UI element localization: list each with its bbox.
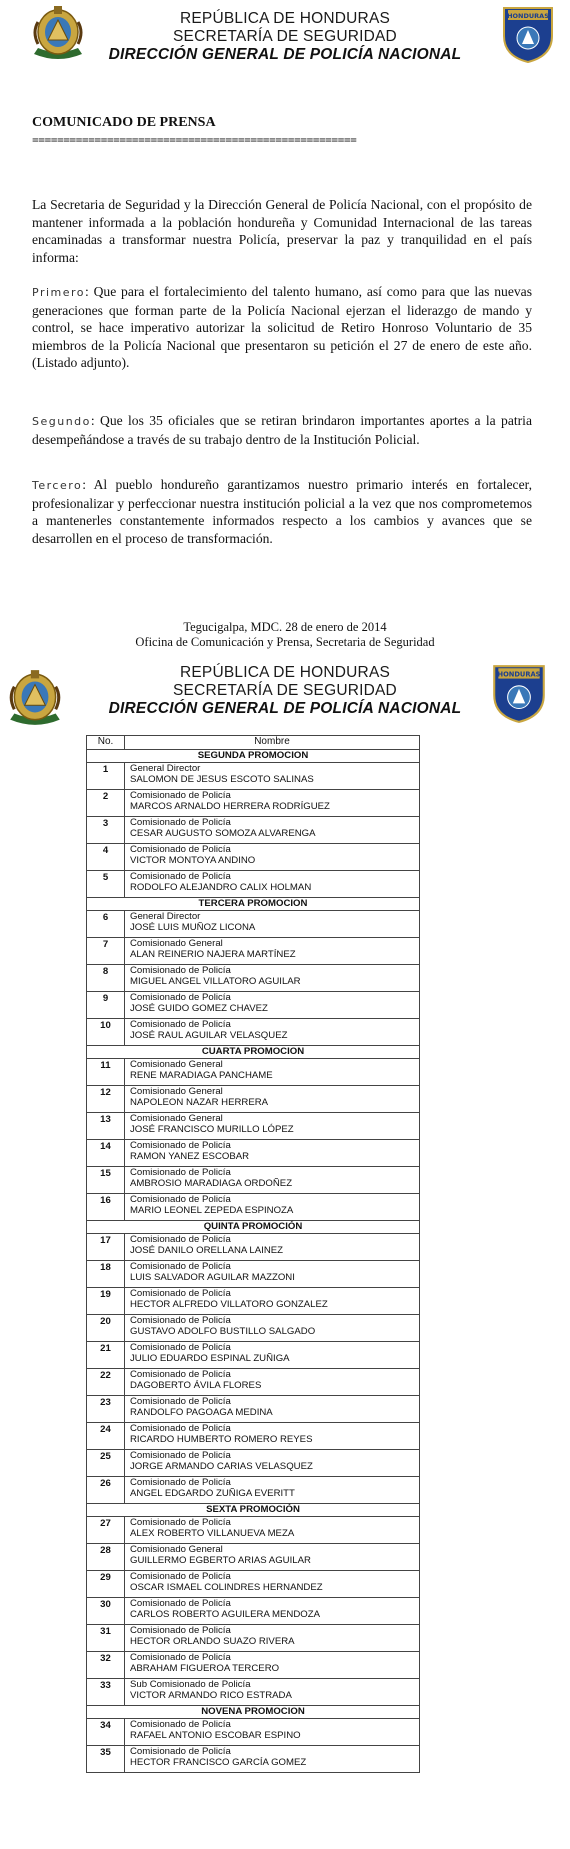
table-row: [87, 1261, 420, 1288]
officer-cell: [125, 938, 420, 965]
officer-cell: [125, 1288, 420, 1315]
officer-rank: Comisionado de Policía: [130, 965, 231, 976]
table-row: [87, 1369, 420, 1396]
officer-rank: Comisionado de Policía: [130, 1342, 231, 1353]
officer-rank: General Director: [130, 763, 201, 774]
section-title: NOVENA PROMOCION: [87, 1706, 420, 1719]
officer-rank: Sub Comisionado de Policía: [130, 1679, 251, 1690]
table-row: [87, 1652, 420, 1679]
table-row: [87, 1719, 420, 1746]
officer-name: JOSÉ FRANCISCO MURILLO LÓPEZ: [130, 1124, 294, 1135]
officer-cell: [125, 817, 420, 844]
police-badge-icon: [490, 660, 548, 729]
officer-rank: Comisionado de Policía: [130, 1719, 231, 1730]
primero-label: Primero: [32, 286, 86, 299]
officer-name: RODOLFO ALEJANDRO CALIX HOLMAN: [130, 882, 312, 893]
officer-rank: General Director: [130, 911, 201, 922]
officer-rank: Comisionado de Policía: [130, 1261, 231, 1272]
row-number: 27: [87, 1517, 125, 1544]
officer-cell: [125, 1261, 420, 1288]
table-row: [87, 1544, 420, 1571]
table-row: [87, 1167, 420, 1194]
officer-name: CARLOS ROBERTO AGUILERA MENDOZA: [130, 1609, 320, 1620]
officer-rank: Comisionado General: [130, 1544, 223, 1555]
officer-cell: [125, 1167, 420, 1194]
officer-rank: Comisionado de Policía: [130, 871, 231, 882]
officer-cell: [125, 1423, 420, 1450]
signature-block: [0, 620, 570, 650]
officer-cell: [125, 911, 420, 938]
officer-cell: [125, 1571, 420, 1598]
letterhead-ministry: SECRETARÍA DE SEGURIDAD: [173, 28, 397, 45]
officer-rank: Comisionado de Policía: [130, 1517, 231, 1528]
table-row: [87, 790, 420, 817]
officer-name: GUSTAVO ADOLFO BUSTILLO SALGADO: [130, 1326, 316, 1337]
table-row: [87, 1598, 420, 1625]
section-header-row: [87, 898, 420, 911]
officer-name: JOSÉ GUIDO GOMEZ CHAVEZ: [130, 1003, 268, 1014]
row-number: 5: [87, 871, 125, 898]
intro-paragraph: La Secretaria de Seguridad y la Dirección General de Policía Nacional, con el propósito de mantener informada a la población hondureña y Comunidad Internacional de las tareas encaminadas a transformar nuestra Policía, preservar la paz y tranquilidad en el país informa:: [32, 197, 532, 265]
officer-name: ABRAHAM FIGUEROA TERCERO: [130, 1663, 280, 1674]
officer-name: RAFAEL ANTONIO ESCOBAR ESPINO: [130, 1730, 301, 1741]
table-row: [87, 1342, 420, 1369]
officer-name: MARIO LEONEL ZEPEDA ESPINOZA: [130, 1205, 294, 1216]
officer-cell: [125, 1396, 420, 1423]
officer-rank: Comisionado de Policía: [130, 1598, 231, 1609]
officer-rank: Comisionado de Policía: [130, 1625, 231, 1636]
section-title: QUINTA PROMOCIÓN: [87, 1221, 420, 1234]
officer-name: NAPOLEON NAZAR HERRERA: [130, 1097, 269, 1108]
officer-cell: [125, 1234, 420, 1261]
officer-name: JULIO EDUARDO ESPINAL ZUÑIGA: [130, 1353, 290, 1364]
table-body: [87, 750, 420, 1773]
table-row: [87, 844, 420, 871]
svg-text:HONDURAS: HONDURAS: [507, 12, 549, 20]
tercero-label: Tercero: [32, 479, 83, 492]
row-number: 13: [87, 1113, 125, 1140]
table-row: [87, 992, 420, 1019]
table-row: [87, 1477, 420, 1504]
police-badge-icon: [500, 2, 556, 69]
officer-name: MIGUEL ANGEL VILLATORO AGUILAR: [130, 976, 301, 987]
section-header-row: [87, 1706, 420, 1719]
table-row: [87, 1315, 420, 1342]
row-number: 11: [87, 1059, 125, 1086]
date-line: Tegucigalpa, MDC. 28 de enero de 2014: [183, 620, 387, 634]
officer-cell: [125, 1544, 420, 1571]
officer-name: CESAR AUGUSTO SOMOZA ALVARENGA: [130, 828, 316, 839]
officer-cell: [125, 790, 420, 817]
row-number: 18: [87, 1261, 125, 1288]
letterhead-country: REPÚBLICA DE HONDURAS: [179, 10, 391, 27]
row-number: 10: [87, 1019, 125, 1046]
section-header-row: [87, 750, 420, 763]
officer-name: JOSÉ RAUL AGUILAR VELASQUEZ: [130, 1030, 288, 1041]
table-row: [87, 1059, 420, 1086]
row-number: 23: [87, 1396, 125, 1423]
row-number: 25: [87, 1450, 125, 1477]
table-row: [87, 871, 420, 898]
section-header-row: [87, 1221, 420, 1234]
row-number: 31: [87, 1625, 125, 1652]
table-row: [87, 1450, 420, 1477]
officer-cell: [125, 1517, 420, 1544]
row-number: 24: [87, 1423, 125, 1450]
row-number: 1: [87, 763, 125, 790]
office-line: Oficina de Comunicación y Prensa, Secretaria de Seguridad: [135, 635, 435, 649]
officer-name: ALAN REINERIO NAJERA MARTÍNEZ: [130, 949, 296, 960]
row-number: 17: [87, 1234, 125, 1261]
row-number: 12: [87, 1086, 125, 1113]
table-row: [87, 1679, 420, 1706]
officer-rank: Comisionado de Policía: [130, 1019, 231, 1030]
row-number: 34: [87, 1719, 125, 1746]
table-row: [87, 1625, 420, 1652]
officer-rank: Comisionado de Policía: [130, 1652, 231, 1663]
officer-cell: [125, 844, 420, 871]
table-row: [87, 1396, 420, 1423]
row-number: 21: [87, 1342, 125, 1369]
officer-rank: Comisionado de Policía: [130, 992, 231, 1003]
officer-rank: Comisionado de Policía: [130, 1167, 231, 1178]
officer-name: GUILLERMO EGBERTO ARIAS AGUILAR: [130, 1555, 311, 1566]
row-number: 26: [87, 1477, 125, 1504]
table-row: [87, 1517, 420, 1544]
tercero-paragraph: [32, 476, 532, 547]
letterhead-titles: [0, 664, 570, 718]
officer-rank: Comisionado General: [130, 1059, 223, 1070]
primero-text: : Que para el fortalecimiento del talento humano, así como para que las nuevas generaciones que forman parte de la Policía Nacional ejerzan el liderazgo de mando y control, se hace imperativo autorizar la solicitud de Retiro Honroso Voluntario de 35 miembros de la Policía Nacional que presentaron su petición el 27 de enero de este año. (Listado adjunto).: [32, 284, 532, 370]
table-row: [87, 1288, 420, 1315]
row-number: 14: [87, 1140, 125, 1167]
officer-name: RANDOLFO PAGOAGA MEDINA: [130, 1407, 273, 1418]
officer-rank: Comisionado General: [130, 1086, 223, 1097]
officer-rank: Comisionado de Policía: [130, 1423, 231, 1434]
officer-name: AMBROSIO MARADIAGA ORDOÑEZ: [130, 1178, 293, 1189]
segundo-paragraph: [32, 412, 532, 448]
segundo-text: : Que los 35 oficiales que se retiran brindaron importantes aportes a la patria desempeñándose a través de su trabajo dentro de la Institución Policial.: [32, 413, 532, 447]
officer-rank: Comisionado General: [130, 1113, 223, 1124]
row-number: 33: [87, 1679, 125, 1706]
segundo-label: Segundo: [32, 415, 91, 428]
press-release-title: COMUNICADO DE PRENSA: [32, 115, 216, 130]
officer-rank: Comisionado de Policía: [130, 844, 231, 855]
officer-cell: [125, 965, 420, 992]
svg-text:HONDURAS: HONDURAS: [497, 670, 541, 679]
officer-cell: [125, 871, 420, 898]
row-number: 16: [87, 1194, 125, 1221]
table-row: [87, 1194, 420, 1221]
officer-name: ANGEL EDGARDO ZUÑIGA EVERITT: [130, 1488, 295, 1499]
officer-name: VICTOR ARMANDO RICO ESTRADA: [130, 1690, 292, 1701]
officer-name: JOSÉ DANILO ORELLANA LAINEZ: [130, 1245, 284, 1256]
table-row: [87, 938, 420, 965]
table-row: [87, 1423, 420, 1450]
officer-name: LUIS SALVADOR AGUILAR MAZZONI: [130, 1272, 295, 1283]
officer-name: RAMON YANEZ ESCOBAR: [130, 1151, 250, 1162]
row-number: 6: [87, 911, 125, 938]
officer-rank: Comisionado de Policía: [130, 1746, 231, 1757]
officer-cell: [125, 1625, 420, 1652]
officer-rank: Comisionado de Policía: [130, 817, 231, 828]
officer-name: JORGE ARMANDO CARIAS VELASQUEZ: [130, 1461, 313, 1472]
table-row: [87, 817, 420, 844]
row-number: 15: [87, 1167, 125, 1194]
officer-rank: Comisionado de Policía: [130, 1194, 231, 1205]
officer-cell: [125, 992, 420, 1019]
officer-rank: Comisionado de Policía: [130, 1450, 231, 1461]
letterhead-ministry: SECRETARÍA DE SEGURIDAD: [173, 682, 397, 699]
section-title: TERCERA PROMOCION: [87, 898, 420, 911]
officer-name: ALEX ROBERTO VILLANUEVA MEZA: [130, 1528, 295, 1539]
officer-rank: Comisionado de Policía: [130, 1571, 231, 1582]
section-header-row: [87, 1046, 420, 1059]
table-row: [87, 1086, 420, 1113]
letterhead-directorate: DIRECCIÓN GENERAL DE POLICÍA NACIONAL: [108, 700, 462, 717]
officer-rank: Comisionado de Policía: [130, 1477, 231, 1488]
table-row: [87, 1571, 420, 1598]
officer-cell: [125, 763, 420, 790]
row-number: 8: [87, 965, 125, 992]
officer-name: MARCOS ARNALDO HERRERA RODRÍGUEZ: [130, 801, 330, 812]
row-number: 29: [87, 1571, 125, 1598]
table-row: [87, 1746, 420, 1773]
officer-rank: Comisionado General: [130, 938, 223, 949]
row-number: 4: [87, 844, 125, 871]
section-title: CUARTA PROMOCION: [87, 1046, 420, 1059]
row-number: 7: [87, 938, 125, 965]
primero-paragraph: [32, 283, 532, 372]
officers-table-container: [86, 735, 420, 1773]
officer-name: HECTOR ORLANDO SUAZO RIVERA: [130, 1636, 295, 1647]
row-number: 2: [87, 790, 125, 817]
officer-rank: Comisionado de Policía: [130, 1315, 231, 1326]
row-number: 9: [87, 992, 125, 1019]
row-number: 32: [87, 1652, 125, 1679]
officer-cell: [125, 1315, 420, 1342]
letterhead-top: [0, 0, 570, 78]
officer-cell: [125, 1140, 420, 1167]
row-number: 30: [87, 1598, 125, 1625]
officer-cell: [125, 1342, 420, 1369]
column-header-no: No.: [87, 736, 125, 750]
row-number: 3: [87, 817, 125, 844]
officer-rank: Comisionado de Policía: [130, 790, 231, 801]
row-number: 22: [87, 1369, 125, 1396]
row-number: 35: [87, 1746, 125, 1773]
section-title: SEXTA PROMOCIÓN: [87, 1504, 420, 1517]
table-row: [87, 1019, 420, 1046]
row-number: 20: [87, 1315, 125, 1342]
officer-rank: Comisionado de Policía: [130, 1288, 231, 1299]
officer-rank: Comisionado de Policía: [130, 1140, 231, 1151]
table-header-row: [87, 736, 420, 750]
row-number: 19: [87, 1288, 125, 1315]
officer-name: SALOMON DE JESUS ESCOTO SALINAS: [130, 774, 314, 785]
officer-name: DAGOBERTO ÁVILA FLORES: [130, 1380, 262, 1391]
section-title: SEGUNDA PROMOCION: [87, 750, 420, 763]
officer-cell: [125, 1652, 420, 1679]
officer-name: RICARDO HUMBERTO ROMERO REYES: [130, 1434, 313, 1445]
officer-cell: [125, 1746, 420, 1773]
officer-cell: [125, 1369, 420, 1396]
officer-cell: [125, 1194, 420, 1221]
officer-name: JOSÉ LUIS MUÑOZ LICONA: [130, 922, 256, 933]
letterhead-country: REPÚBLICA DE HONDURAS: [179, 664, 391, 681]
officer-cell: [125, 1679, 420, 1706]
officer-cell: [125, 1086, 420, 1113]
officer-name: OSCAR ISMAEL COLINDRES HERNANDEZ: [130, 1582, 323, 1593]
table-row: [87, 911, 420, 938]
officer-name: HECTOR FRANCISCO GARCÍA GOMEZ: [130, 1757, 307, 1768]
title-underline: ====================================================: [32, 133, 357, 147]
table-row: [87, 763, 420, 790]
table-row: [87, 965, 420, 992]
officer-name: VICTOR MONTOYA ANDINO: [130, 855, 256, 866]
officer-name: RENE MARADIAGA PANCHAME: [130, 1070, 273, 1081]
letterhead-directorate: DIRECCIÓN GENERAL DE POLICÍA NACIONAL: [108, 46, 462, 63]
officer-cell: [125, 1719, 420, 1746]
table-row: [87, 1140, 420, 1167]
officer-cell: [125, 1598, 420, 1625]
officer-cell: [125, 1113, 420, 1140]
row-number: 28: [87, 1544, 125, 1571]
officer-name: HECTOR ALFREDO VILLATORO GONZALEZ: [130, 1299, 328, 1310]
officers-table: [86, 735, 420, 1773]
table-row: [87, 1234, 420, 1261]
officer-cell: [125, 1477, 420, 1504]
column-header-name: Nombre: [125, 736, 420, 750]
officer-cell: [125, 1450, 420, 1477]
officer-rank: Comisionado de Policía: [130, 1369, 231, 1380]
letterhead-titles: [0, 10, 570, 64]
section-header-row: [87, 1504, 420, 1517]
officer-rank: Comisionado de Policía: [130, 1234, 231, 1245]
officer-cell: [125, 1019, 420, 1046]
table-row: [87, 1113, 420, 1140]
officer-rank: Comisionado de Policía: [130, 1396, 231, 1407]
tercero-text: : Al pueblo hondureño garantizamos nuestro primario interés en fortalecer, profesionalizar y perfeccionar nuestra institución policial a la vez que nos comprometemos a mantenerles constantemente informados respecto a los cambios y avances que se desarrollen en el proceso de transformación.: [32, 477, 532, 546]
officer-cell: [125, 1059, 420, 1086]
